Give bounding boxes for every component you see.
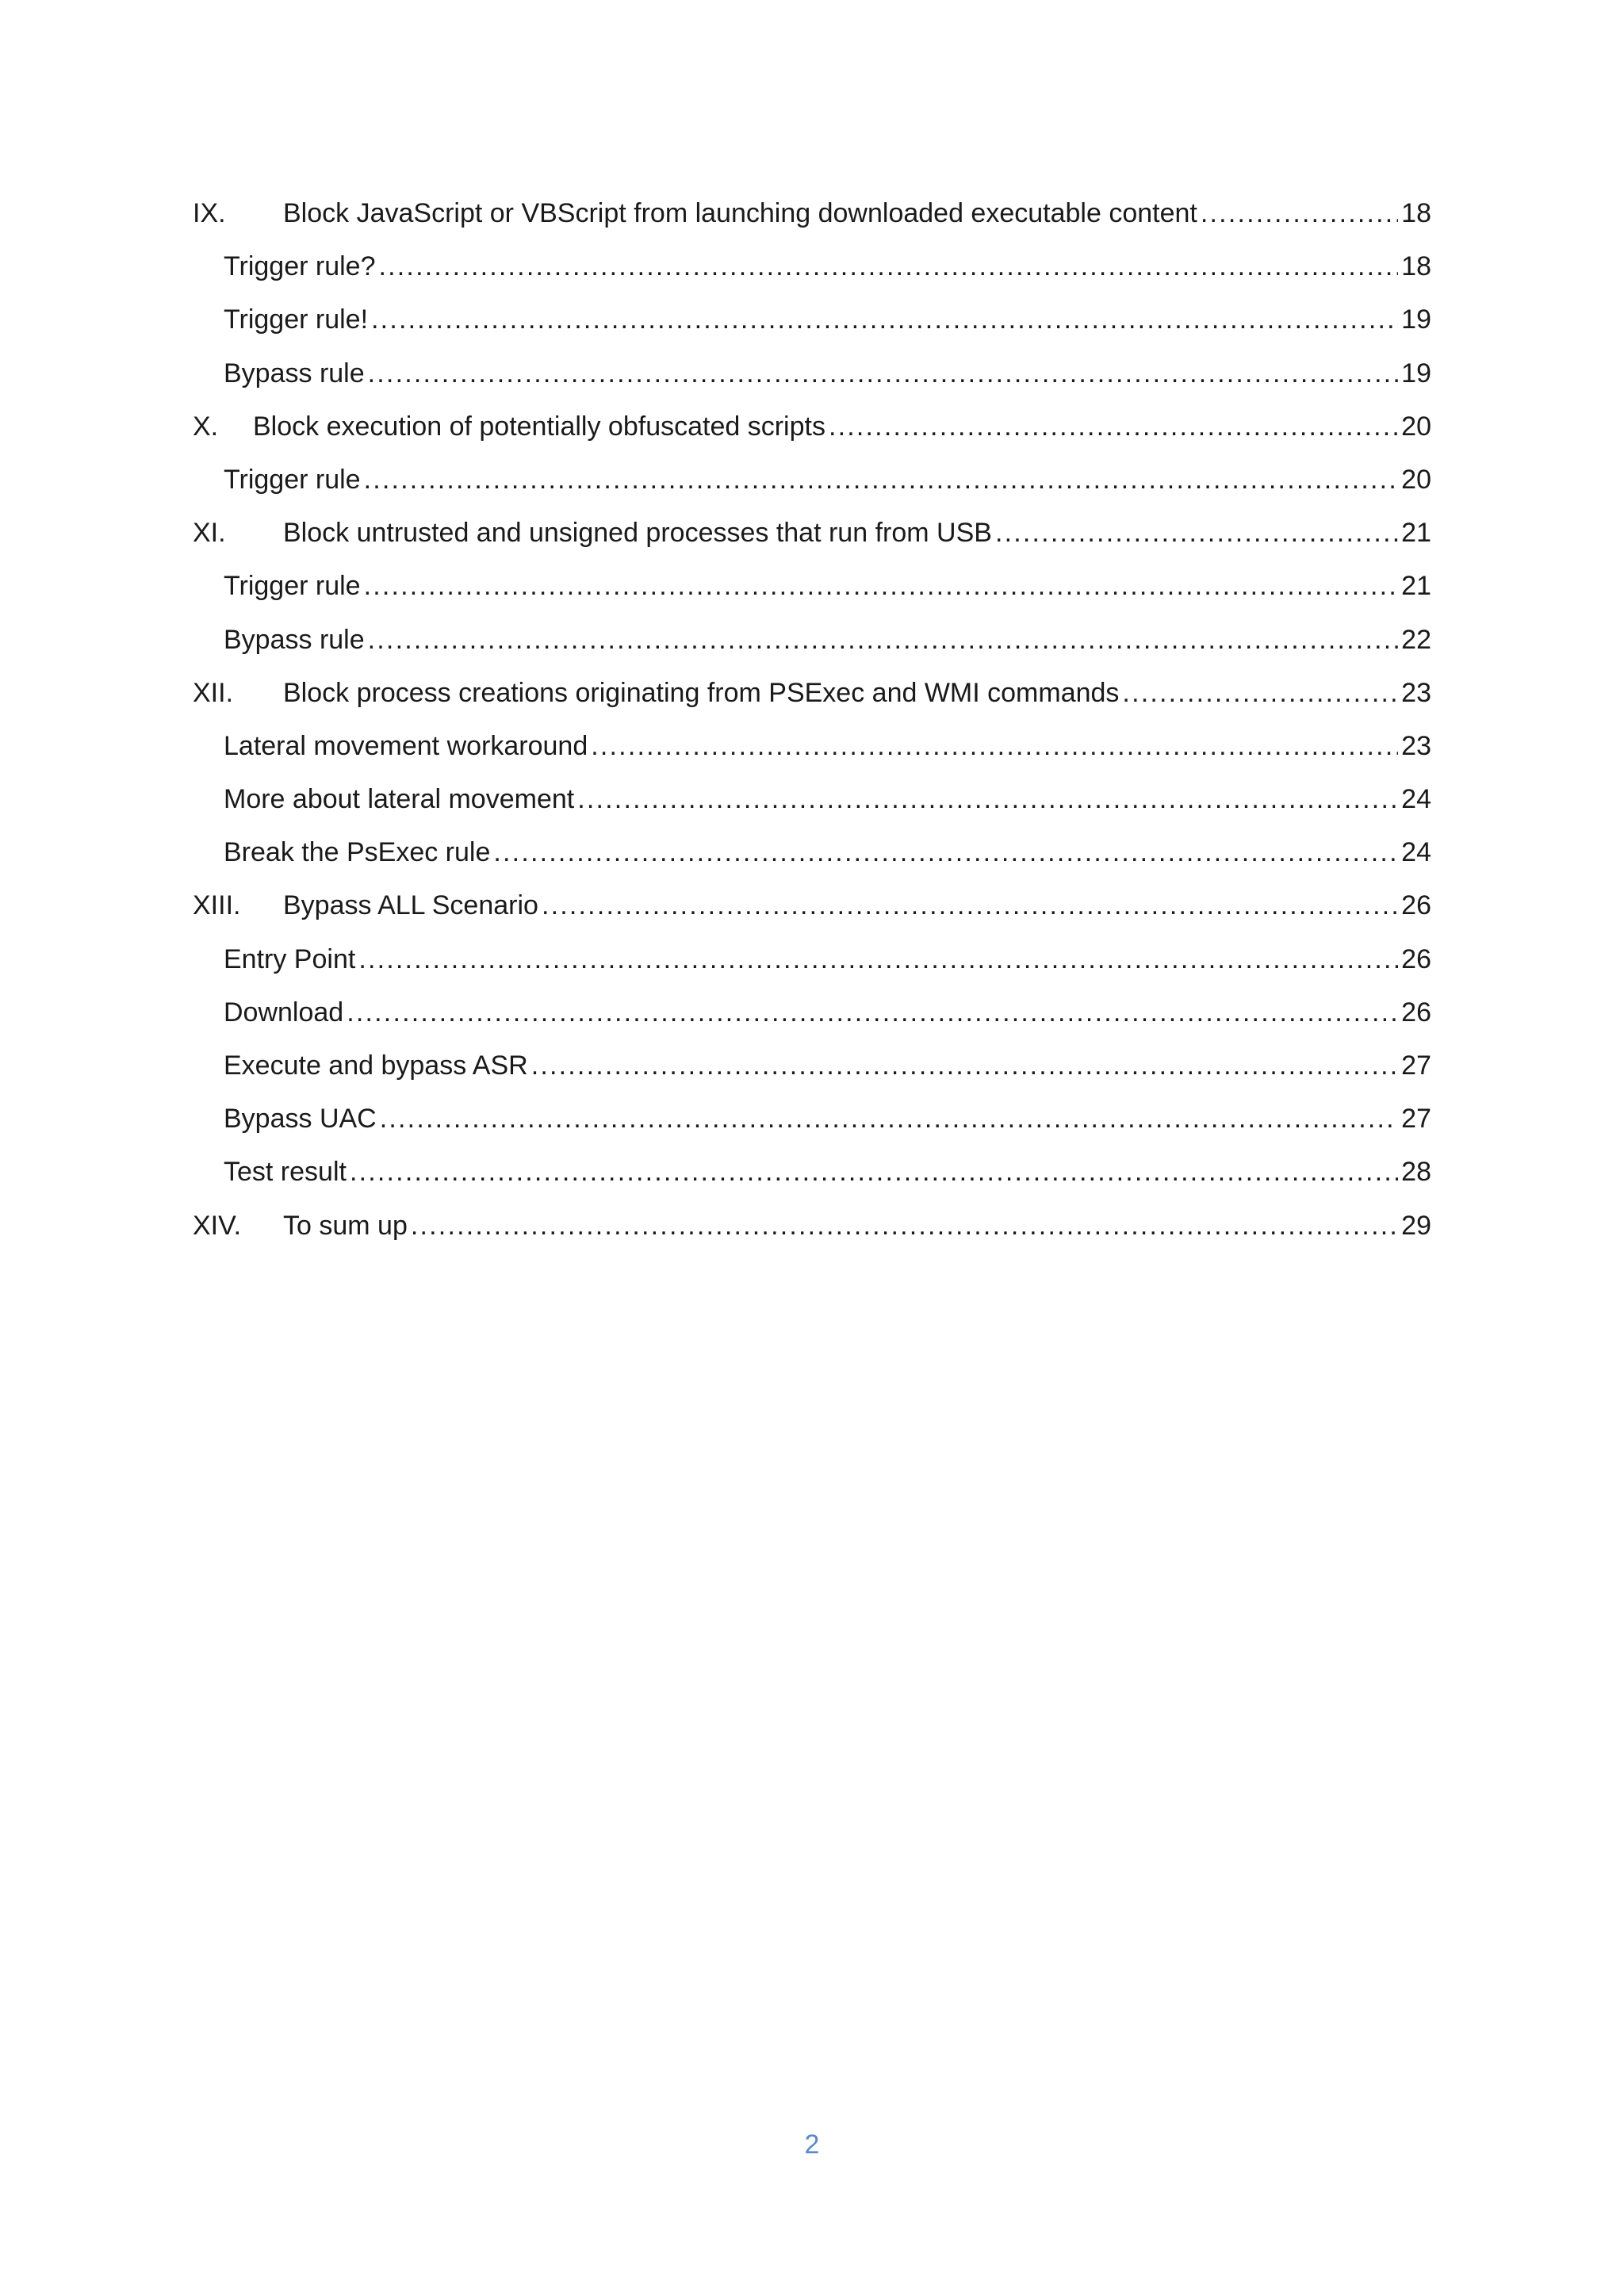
toc-dot-leader (995, 507, 1398, 560)
toc-entry-x[interactable] (193, 400, 1431, 453)
toc-entry-test-result[interactable] (193, 1146, 1431, 1199)
toc-entry-xiv[interactable] (193, 1200, 1431, 1253)
toc-entry-execute-bypass-asr[interactable] (193, 1039, 1431, 1093)
toc-entry-number: X. (193, 411, 219, 442)
toc-entry-page: 26 (1401, 890, 1431, 921)
toc-entry-title: Block untrusted and unsigned processes that run from USB (283, 518, 992, 549)
toc-entry-number: IX. (193, 198, 226, 228)
toc-dot-leader (358, 933, 1398, 986)
toc-entry-break-psexec-rule[interactable] (193, 826, 1431, 879)
toc-entry-title: Entry Point (224, 943, 356, 974)
toc-entry-page: 27 (1401, 1050, 1431, 1081)
toc-entry-more-about-lateral-movement[interactable] (193, 773, 1431, 826)
page-number: 2 (804, 2130, 820, 2160)
toc-entry-title: Download (224, 997, 344, 1027)
toc-entry-page: 23 (1401, 730, 1431, 761)
toc-entry-title: Bypass ALL Scenario (283, 890, 538, 921)
toc-entry-title: Trigger rule (224, 571, 361, 602)
toc-entry-title: Bypass UAC (224, 1104, 377, 1135)
toc-entry-download[interactable] (193, 986, 1431, 1039)
toc-entry-title: Trigger rule? (224, 251, 376, 282)
toc-entry-title: Block process creations originating from PSExec and WMI commands (283, 677, 1120, 708)
toc-entry-title: Execute and bypass ASR (224, 1050, 528, 1081)
toc-entry-page: 24 (1401, 784, 1431, 815)
toc-entry-entry-point[interactable] (193, 933, 1431, 986)
toc-entry-bypass-uac[interactable] (193, 1093, 1431, 1146)
toc-entry-bypass-rule[interactable] (193, 347, 1431, 400)
toc-entry-title: Block execution of potentially obfuscated scripts (253, 411, 825, 442)
toc-entry-title: Trigger rule! (224, 304, 369, 335)
toc-entry-page: 21 (1401, 571, 1431, 602)
toc-dot-leader (378, 240, 1398, 293)
toc-entry-title: Block JavaScript or VBScript from launching downloaded executable content (283, 198, 1197, 228)
toc-dot-leader (531, 1039, 1398, 1093)
toc-entry-page: 26 (1401, 943, 1431, 974)
toc-entry-title: To sum up (283, 1210, 408, 1241)
toc-entry-xiii[interactable] (193, 879, 1431, 932)
toc-entry-trigger-rule[interactable] (193, 453, 1431, 507)
toc-entry-page: 21 (1401, 518, 1431, 549)
toc-dot-leader (371, 293, 1398, 346)
toc-dot-leader (577, 773, 1398, 826)
toc-entry-lateral-movement-workaround[interactable] (193, 720, 1431, 773)
toc-dot-leader (364, 560, 1399, 613)
toc-dot-leader (368, 614, 1399, 667)
toc-entry-xii[interactable] (193, 667, 1431, 720)
toc-entry-page: 18 (1401, 251, 1431, 282)
toc-entry-page: 26 (1401, 997, 1431, 1027)
table-of-contents (193, 187, 1431, 1253)
toc-entry-page: 22 (1401, 624, 1431, 655)
toc-entry-trigger-rule-question[interactable] (193, 240, 1431, 293)
toc-entry-page: 20 (1401, 464, 1431, 495)
toc-dot-leader (542, 879, 1398, 932)
toc-entry-page: 20 (1401, 411, 1431, 442)
toc-entry-page: 23 (1401, 677, 1431, 708)
toc-dot-leader (347, 986, 1398, 1039)
toc-dot-leader (380, 1093, 1398, 1146)
toc-entry-page: 24 (1401, 837, 1431, 868)
toc-entry-trigger-rule[interactable] (193, 560, 1431, 613)
toc-entry-page: 27 (1401, 1104, 1431, 1135)
toc-dot-leader (1201, 187, 1398, 240)
toc-entry-page: 18 (1401, 198, 1431, 228)
toc-entry-ix[interactable] (193, 187, 1431, 240)
toc-dot-leader (493, 826, 1398, 879)
toc-dot-leader (591, 720, 1398, 773)
toc-entry-number: XIII. (193, 890, 241, 921)
toc-entry-number: XII. (193, 677, 234, 708)
toc-dot-leader (1122, 667, 1398, 720)
toc-entry-title: Trigger rule (224, 464, 361, 495)
toc-dot-leader (368, 347, 1399, 400)
toc-entry-page: 29 (1401, 1210, 1431, 1241)
toc-entry-trigger-rule-exclaim[interactable] (193, 293, 1431, 346)
toc-entry-page: 28 (1401, 1157, 1431, 1188)
toc-entry-title: Lateral movement workaround (224, 730, 588, 761)
toc-entry-number: XI. (193, 518, 226, 549)
toc-entry-page: 19 (1401, 358, 1431, 388)
toc-entry-title: Bypass rule (224, 624, 365, 655)
toc-dot-leader (411, 1200, 1398, 1253)
toc-dot-leader (364, 453, 1399, 507)
toc-entry-title: More about lateral movement (224, 784, 575, 815)
toc-dot-leader (350, 1146, 1398, 1199)
toc-entry-title: Test result (224, 1157, 347, 1188)
toc-entry-xi[interactable] (193, 507, 1431, 560)
toc-entry-number: XIV. (193, 1210, 242, 1241)
toc-entry-bypass-rule[interactable] (193, 614, 1431, 667)
toc-entry-page: 19 (1401, 304, 1431, 335)
toc-dot-leader (829, 400, 1398, 453)
toc-entry-title: Break the PsExec rule (224, 837, 491, 868)
toc-entry-title: Bypass rule (224, 358, 365, 388)
